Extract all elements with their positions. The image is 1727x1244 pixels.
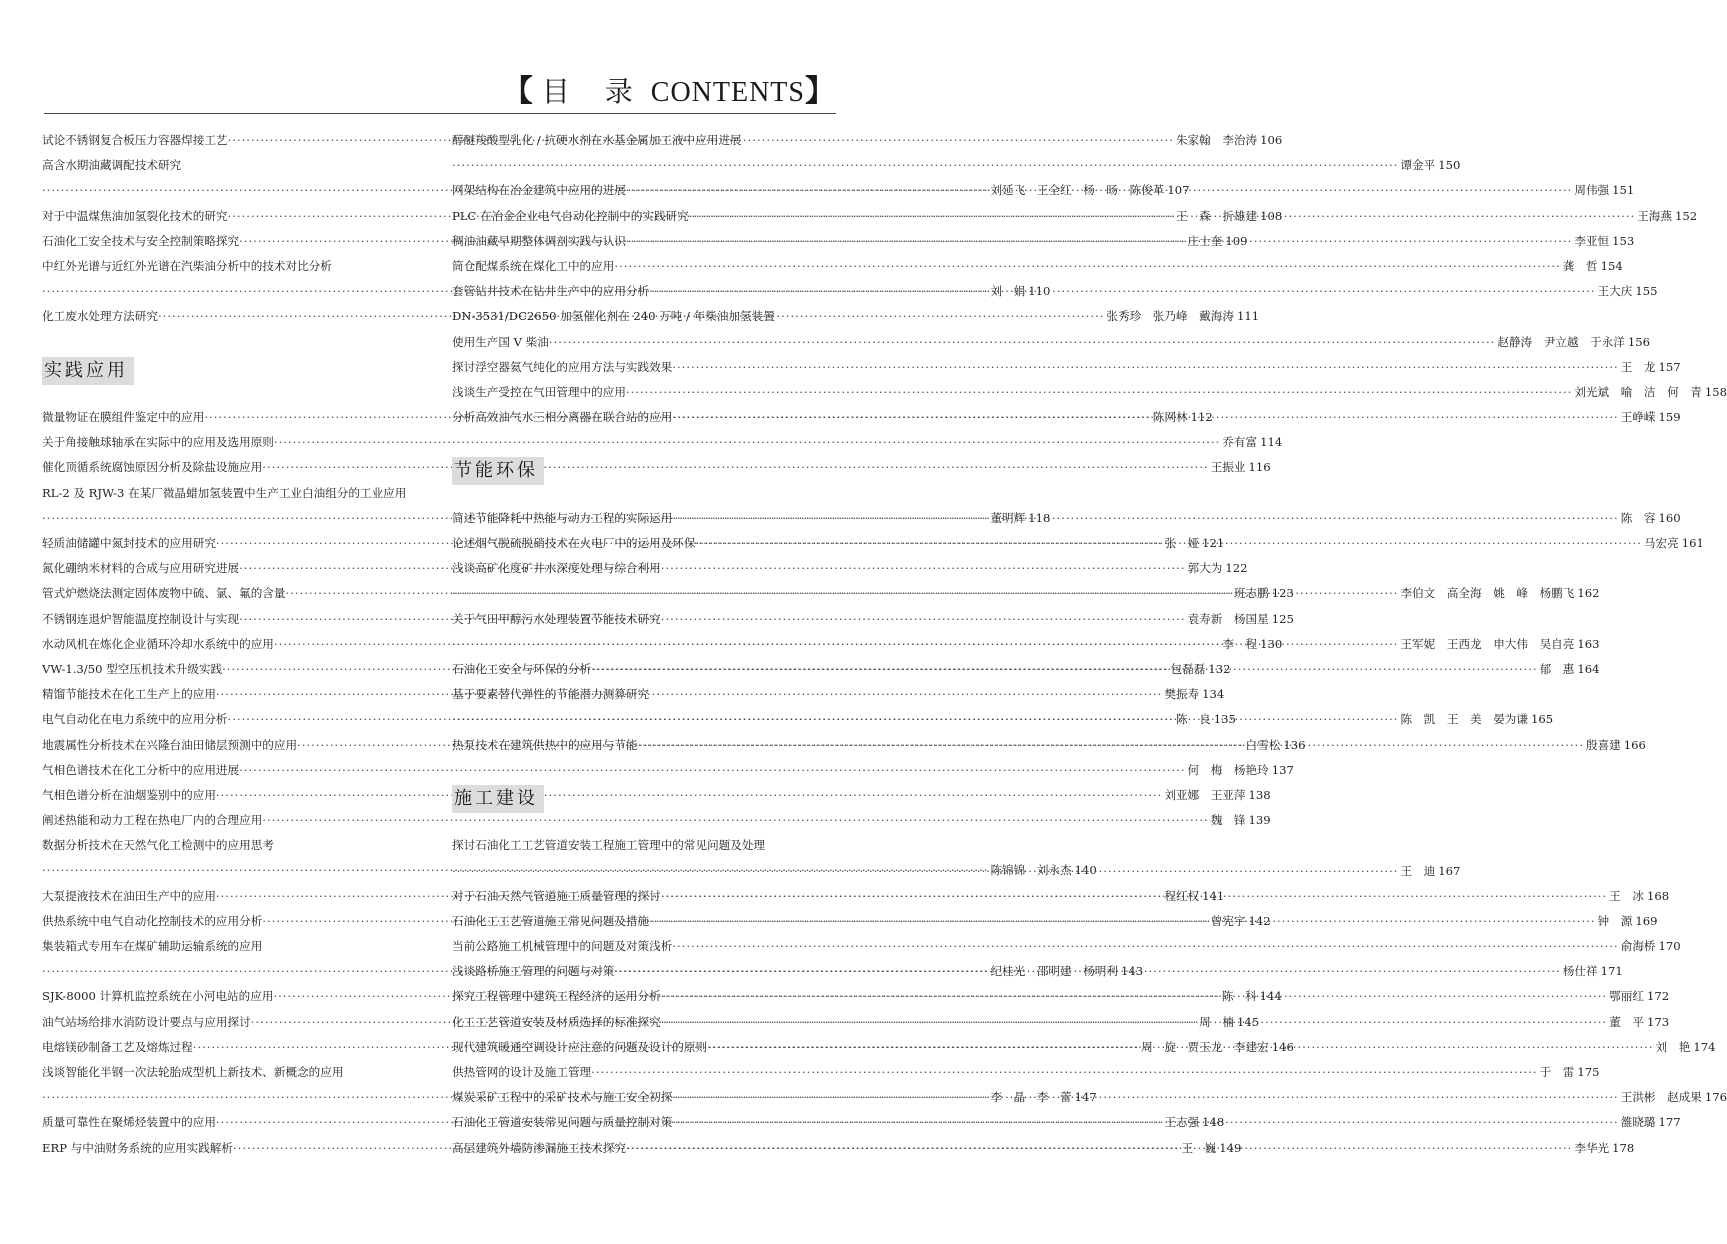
toc-entry[interactable] xyxy=(42,632,1283,657)
entry-title: 高层建筑外墙防渗漏施工技术探究 xyxy=(452,1140,626,1155)
leader-dots xyxy=(452,153,1398,178)
entry-title: 供热管网的设计及施工管理 xyxy=(452,1065,592,1079)
entry-page-number: 112 xyxy=(1190,410,1213,425)
entry-authors: 王洪彬 赵成果 xyxy=(1620,1090,1702,1105)
section-heading-block xyxy=(452,758,838,834)
entry-authors: 白雪松 xyxy=(1245,737,1281,752)
entry-title: 探究工程管理中建筑工程经济的运用分析 xyxy=(452,989,661,1004)
entry-authors: 陈 凯 王 美 晏为谦 xyxy=(1400,712,1528,727)
header-rule xyxy=(44,113,836,114)
entry-title: 对于石油天然气管道施工质量管理的探讨 xyxy=(452,888,661,903)
toc-entry[interactable] xyxy=(42,581,1294,606)
leader-dots xyxy=(661,1010,1607,1035)
entry-page-number: 141 xyxy=(1202,888,1225,903)
entry-authors: 周伟强 xyxy=(1574,183,1610,198)
leader-dots xyxy=(626,380,1572,405)
entry-authors: 李亚恒 xyxy=(1574,233,1610,248)
entry-page-number: 149 xyxy=(1219,1140,1242,1155)
entry-page-number: 165 xyxy=(1530,712,1554,727)
entry-page-number: 166 xyxy=(1623,737,1646,752)
leader-dots xyxy=(626,178,1572,203)
entry-authors: 俞海桥 xyxy=(1620,939,1656,954)
entry-page-number: 158 xyxy=(1704,384,1727,399)
leader-dots xyxy=(649,909,1595,934)
entry-authors: 魏 锋 xyxy=(1210,813,1246,828)
entry-page-number: 146 xyxy=(1271,1039,1294,1054)
entry-title: 试论不锈钢复合板压力容器焊接工艺 xyxy=(42,133,228,147)
entry-authors: 陈 科 xyxy=(1221,989,1257,1004)
toc-entry-title-line[interactable]: 中红外光谱与近红外光谱在汽柴油分析中的技术对比分析 xyxy=(42,258,332,273)
entry-title: 地震属性分析技术在兴隆台油田储层预测中的应用 xyxy=(42,737,298,752)
entry-title: 气相色谱分析在油烟鉴别中的应用 xyxy=(42,787,216,802)
entry-page-number: 159 xyxy=(1658,410,1681,425)
entry-page-number: 145 xyxy=(1236,1014,1260,1029)
leader-dots xyxy=(661,984,1607,1009)
entry-page-number: 148 xyxy=(1202,1115,1225,1130)
entry-page-number: 111 xyxy=(1236,309,1260,324)
toc-entry[interactable] xyxy=(42,707,1236,732)
entry-title: 化工工艺管道安装及材质选择的标准探究 xyxy=(452,1014,661,1029)
entry-title: 阐述热能和动力工程在热电厂内的合理应用 xyxy=(42,813,263,828)
entry-page-number: 132 xyxy=(1208,661,1231,676)
leader-dots xyxy=(614,254,1560,279)
entry-title: SJK-8000 计算机监控系统在小河电站的应用 xyxy=(42,989,274,1004)
entry-title: 催化顶循系统腐蚀原因分析及除盐设施应用 xyxy=(42,460,263,475)
entry-authors: 刘 娟 xyxy=(990,284,1026,299)
entry-authors: 周 旋 贾玉龙 李建宏 xyxy=(1141,1039,1269,1054)
entry-title: 对于中温煤焦油加氢裂化技术的研究 xyxy=(42,208,228,223)
contents-heading xyxy=(503,66,836,110)
entry-page-number: 118 xyxy=(1028,510,1051,525)
entry-title: 简述节能降耗中热能与动力工程的实际运用 xyxy=(452,510,673,525)
leader-dots xyxy=(452,581,1398,606)
entry-page-number: 160 xyxy=(1658,510,1681,525)
entry-authors: 周 楠 xyxy=(1199,1014,1234,1029)
toc-entry[interactable] xyxy=(452,355,1681,380)
section-heading: 节能环保 xyxy=(452,457,544,485)
leader-dots xyxy=(649,279,1595,304)
entry-title: 油气站场给排水消防设计要点与应用探讨 xyxy=(42,1014,251,1029)
bracket-right: 】 xyxy=(805,75,836,108)
entry-title: 当前公路施工机械管理中的问题及对策浅析 xyxy=(452,939,673,954)
leader-dots xyxy=(689,204,1635,229)
entry-page-number: 106 xyxy=(1260,133,1283,147)
entry-authors: 刘光斌 喻 洁 何 青 xyxy=(1574,384,1702,399)
entry-page-number: 143 xyxy=(1120,964,1144,979)
leader-dots xyxy=(672,355,1618,380)
leader-dots xyxy=(672,405,1618,430)
entry-title: 氮化硼纳米材料的合成与应用研究进展 xyxy=(42,561,240,576)
toc-entry-title-line[interactable]: RL-2 及 RJW-3 在某厂微晶蜡加氢装置中生产工业白油组分的工业应用 xyxy=(42,485,407,500)
entry-authors: 陈锦锦 刘永杰 xyxy=(990,863,1072,878)
entry-title: PLC 在冶金企业电气自动化控制中的实践研究 xyxy=(452,208,689,223)
toc-entry[interactable] xyxy=(452,330,1651,355)
entry-page-number: 174 xyxy=(1693,1039,1716,1054)
entry-title: 关于角接触球轴承在实际中的应用及选用原则 xyxy=(42,435,274,450)
entry-page-number: 130 xyxy=(1260,636,1283,651)
entry-page-number: 137 xyxy=(1271,762,1294,777)
bracket-left: 【 xyxy=(502,75,534,108)
entry-authors: 袁寿新 杨国星 xyxy=(1187,611,1269,626)
entry-authors: 李 晶 李 蕾 xyxy=(990,1090,1072,1105)
entry-title: 煤炭采矿工程中的采矿技术与施工安全初探 xyxy=(452,1090,673,1105)
entry-authors: 殷喜建 xyxy=(1585,737,1621,752)
entry-authors: 李 程 xyxy=(1222,636,1258,651)
section-heading: 施工建设 xyxy=(452,785,544,813)
toc-entry[interactable] xyxy=(452,254,1623,279)
toc-entry-title-line[interactable]: 浅谈智能化半钢一次法轮胎成型机上新技术、新概念的应用 xyxy=(42,1064,344,1079)
entry-title: 石油化工管道安装常见问题与质量控制对策 xyxy=(452,1115,673,1130)
section-heading: 实践应用 xyxy=(42,357,134,385)
leader-dots xyxy=(626,229,1572,254)
entry-title: 电气自动化在电力系统中的应用分析 xyxy=(42,712,228,727)
toc-entry[interactable] xyxy=(42,430,1283,455)
toc-entry-title-line[interactable]: 高含水期油藏调配技术研究 xyxy=(42,158,182,173)
entry-page-number: 123 xyxy=(1271,586,1294,601)
entry-authors: 马宏亮 xyxy=(1643,536,1679,551)
entry-authors: 陈网林 xyxy=(1152,410,1188,425)
entry-page-number: 177 xyxy=(1658,1115,1681,1130)
entry-page-number: 125 xyxy=(1271,611,1294,626)
entry-title: 石油化工安全技术与安全控制策略探究 xyxy=(42,233,240,248)
entry-authors: 刘 艳 xyxy=(1655,1039,1691,1054)
leader-dots xyxy=(452,707,1398,732)
entry-page-number: 150 xyxy=(1438,158,1461,173)
entry-page-number: 107 xyxy=(1167,183,1190,198)
entry-authors: 庄士奎 xyxy=(1187,233,1223,248)
entry-authors: 张秀珍 张乃峰 戴海涛 xyxy=(1106,309,1234,324)
toc-entry-title-line[interactable]: 数据分析技术在天然气化工检测中的应用思考 xyxy=(42,838,274,853)
entry-title: 浅谈路桥施工管理的问题与对策 xyxy=(452,964,615,979)
entry-authors: 樊振寿 xyxy=(1164,687,1200,702)
toc-entry[interactable] xyxy=(42,808,1271,833)
entry-authors: 张 娅 xyxy=(1164,536,1200,551)
entry-page-number: 134 xyxy=(1202,687,1225,702)
toc-entry[interactable] xyxy=(42,858,1097,883)
entry-title: 现代建筑暖通空调设计应注意的问题及设计的原则 xyxy=(452,1039,708,1054)
entry-title: 浅谈生产受控在气田管理中的应用 xyxy=(452,384,626,399)
entry-authors: 王振业 xyxy=(1210,460,1246,475)
leader-dots xyxy=(638,733,1584,758)
leader-dots xyxy=(672,1110,1618,1135)
entry-authors: 李华光 xyxy=(1574,1140,1610,1155)
entry-authors: 赵静涛 尹立越 于永洋 xyxy=(1497,334,1625,349)
entry-page-number: 122 xyxy=(1225,561,1248,576)
leader-dots xyxy=(591,657,1537,682)
leader-dots xyxy=(452,859,1398,884)
entry-authors: 乔有富 xyxy=(1222,435,1258,450)
entry-authors: 董 平 xyxy=(1609,1014,1644,1029)
entry-title: 气相色谱技术在化工分析中的应用进展 xyxy=(42,762,240,777)
entry-page-number: 176 xyxy=(1704,1090,1727,1105)
entry-authors: 陈 容 xyxy=(1620,510,1656,525)
entry-authors: 王海燕 xyxy=(1637,208,1672,223)
toc-entry[interactable] xyxy=(452,153,1461,178)
entry-title: 论述烟气脱硫脱硝技术在火电厂中的运用及环保 xyxy=(452,536,696,551)
entry-title: 稠油油藏早期整体调剖实践与认识 xyxy=(452,233,626,248)
entry-authors: 王峥嵘 xyxy=(1620,410,1656,425)
toc-entry[interactable] xyxy=(452,1060,1600,1085)
entry-title: 轻质油储罐中氮封技术的应用研究 xyxy=(42,536,216,551)
entry-page-number: 164 xyxy=(1577,661,1600,676)
leader-dots xyxy=(695,531,1641,556)
entry-authors: 王 冰 xyxy=(1609,888,1644,903)
entry-page-number: 136 xyxy=(1283,737,1306,752)
heading-chinese: 目 录 xyxy=(541,77,647,108)
toc-entry[interactable] xyxy=(42,758,1294,783)
entry-authors: 纪桂光 邵明建 杨明利 xyxy=(990,964,1118,979)
entry-page-number: 121 xyxy=(1202,536,1225,551)
entry-title: 网架结构在冶金建筑中应用的进展 xyxy=(452,183,626,198)
entry-page-number: 144 xyxy=(1259,989,1282,1004)
entry-authors: 于 雷 xyxy=(1539,1065,1575,1079)
entry-page-number: 114 xyxy=(1260,435,1283,450)
entry-authors: 曾宪宇 xyxy=(1210,913,1246,928)
entry-page-number: 167 xyxy=(1438,863,1461,878)
leader-dots xyxy=(452,632,1398,657)
entry-authors: 李伯文 高全海 姚 峰 杨鹏飞 xyxy=(1400,586,1575,601)
entry-authors: 王 巍 xyxy=(1181,1140,1217,1155)
leader-dots xyxy=(614,959,1560,984)
leader-dots xyxy=(672,506,1618,531)
toc-entry-title-line[interactable]: 浅谈高矿化度矿井水深度处理与综合利用 xyxy=(452,561,661,576)
section-heading-block xyxy=(42,330,430,406)
leader-dots xyxy=(549,330,1495,355)
entry-page-number: 110 xyxy=(1028,284,1051,299)
entry-title: 管式炉燃烧法测定固体废物中硫、氯、氟的含量 xyxy=(42,586,286,601)
entry-page-number: 161 xyxy=(1681,536,1704,551)
entry-page-number: 173 xyxy=(1646,1014,1670,1029)
entry-page-number: 109 xyxy=(1225,233,1248,248)
entry-authors: 鄂丽红 xyxy=(1609,989,1644,1004)
toc-entry[interactable] xyxy=(452,380,1727,405)
leader-dots xyxy=(591,1060,1537,1085)
toc-entry-title-line[interactable]: 探讨石油化工工艺管道安装工程施工管理中的常见问题及处理 xyxy=(452,838,766,853)
entry-page-number: 152 xyxy=(1674,208,1698,223)
entry-page-number: 163 xyxy=(1577,636,1600,651)
entry-title: 大泵提液技术在油田生产中的应用 xyxy=(42,888,216,903)
leader-dots xyxy=(707,1035,1653,1060)
entry-page-number: 172 xyxy=(1646,989,1670,1004)
entry-page-number: 108 xyxy=(1260,208,1283,223)
toc-entry[interactable] xyxy=(452,934,1681,959)
entry-page-number: 135 xyxy=(1213,712,1236,727)
entry-authors: 谭金平 xyxy=(1400,158,1436,173)
entry-authors: 杨仕祥 xyxy=(1562,964,1598,979)
toc-entry-title-line[interactable]: 醇醚羧酸型乳化 / 抗硬水剂在水基金属加工液中应用进展 xyxy=(452,133,742,147)
entry-page-number: 178 xyxy=(1612,1140,1635,1155)
entry-page-number: 138 xyxy=(1248,787,1271,802)
entry-authors: 陈 良 xyxy=(1175,712,1211,727)
leader-dots xyxy=(626,1136,1572,1161)
entry-title: 微量物证在膜组件鉴定中的应用 xyxy=(42,410,205,425)
entry-title: 不锈钢连退炉智能温度控制设计与实现 xyxy=(42,611,240,626)
entry-authors: 刘延飞 王全红 杨 旸 陈俊革 xyxy=(990,183,1165,198)
entry-page-number: 116 xyxy=(1248,460,1271,475)
entry-page-number: 175 xyxy=(1577,1065,1600,1079)
entry-title: 套管钻井技术在钻井生产中的应用分析 xyxy=(452,284,650,299)
entry-authors: 董明辉 xyxy=(990,510,1026,525)
entry-page-number: 151 xyxy=(1612,183,1635,198)
entry-title: 水动风机在炼化企业循环冷却水系统中的应用 xyxy=(42,636,274,651)
entry-authors: 钟 源 xyxy=(1597,913,1633,928)
entry-title: 石油化工工艺管道施工常见问题及措施 xyxy=(452,913,650,928)
entry-page-number: 168 xyxy=(1646,888,1670,903)
entry-authors: 郭大为 xyxy=(1187,561,1223,576)
entry-authors: 朱家翰 李治涛 xyxy=(1175,133,1258,147)
leader-dots xyxy=(672,1085,1618,1110)
entry-title: 电熔镁砂制备工艺及熔炼过程 xyxy=(42,1039,193,1054)
entry-page-number: 157 xyxy=(1658,359,1681,374)
leader-dots xyxy=(661,884,1607,909)
entry-page-number: 147 xyxy=(1074,1090,1097,1105)
entry-authors: 刘亚娜 王亚萍 xyxy=(1164,787,1246,802)
entry-authors: 雒晓璐 xyxy=(1620,1115,1656,1130)
entry-page-number: 170 xyxy=(1658,939,1681,954)
entry-authors: 王 迪 xyxy=(1400,863,1436,878)
entry-title: 探讨浮空器氦气纯化的应用方法与实践效果 xyxy=(452,359,673,374)
leader-dots xyxy=(672,934,1618,959)
entry-title: 化工废水处理方法研究 xyxy=(42,309,158,324)
entry-title: VW-1.3/50 型空压机技术升级实践 xyxy=(42,661,223,676)
entry-page-number: 142 xyxy=(1248,913,1271,928)
entry-title: 精馏节能技术在化工生产上的应用 xyxy=(42,687,216,702)
entry-authors: 何 梅 杨艳玲 xyxy=(1187,762,1269,777)
toc-entry-title-line[interactable]: 基于要素替代弹性的节能潜力测算研究 xyxy=(452,687,650,702)
toc-entry-title-line[interactable]: 关于气田甲醇污水处理装置节能技术研究 xyxy=(452,611,661,626)
entry-title: 分析高效油气水三相分离器在联合站的应用 xyxy=(452,410,673,425)
toc-entry-title-line[interactable]: 集装箱式专用车在煤矿辅助运输系统的应用 xyxy=(42,939,263,954)
entry-page-number: 140 xyxy=(1074,863,1097,878)
heading-english: CONTENTS xyxy=(650,77,805,108)
entry-authors: 程红权 xyxy=(1164,888,1200,903)
entry-authors: 王 森 折雄建 xyxy=(1175,208,1258,223)
entry-page-number: 169 xyxy=(1635,913,1658,928)
entry-authors: 班志鹏 xyxy=(1233,586,1269,601)
entry-page-number: 156 xyxy=(1627,334,1651,349)
page-header xyxy=(0,0,880,120)
entry-title: 石油化工安全与环保的分析 xyxy=(452,661,592,676)
entry-authors: 龚 哲 xyxy=(1562,258,1598,273)
entry-title: 使用生产国 V 柴油 xyxy=(452,334,549,349)
section-heading-block xyxy=(452,430,838,506)
entry-title: 筒仓配煤系统在煤化工中的应用 xyxy=(452,258,615,273)
entry-authors: 王军妮 王西龙 申大伟 吴自亮 xyxy=(1400,636,1575,651)
entry-authors: 王 龙 xyxy=(1620,359,1656,374)
entry-authors: 郁 惠 xyxy=(1539,661,1575,676)
entry-title: ERP 与中油财务系统的应用实践解析 xyxy=(42,1140,233,1155)
entry-page-number: 162 xyxy=(1577,586,1600,601)
entry-authors: 王志强 xyxy=(1164,1115,1200,1130)
entry-page-number: 171 xyxy=(1600,964,1623,979)
entry-title: 热泵技术在建筑供热中的应用与节能 xyxy=(452,737,638,752)
entry-title: 质量可靠性在聚烯烃装置中的应用 xyxy=(42,1115,216,1130)
entry-page-number: 154 xyxy=(1600,258,1623,273)
entry-title: 供热系统中电气自动化控制技术的应用分析 xyxy=(42,913,263,928)
entry-page-number: 153 xyxy=(1612,233,1635,248)
entry-authors: 包磊磊 xyxy=(1170,661,1206,676)
entry-page-number: 155 xyxy=(1635,284,1658,299)
toc-entry-title-line[interactable]: DN-3531/DC2650 加氢催化剂在 240 万吨 / 年柴油加氢装置 xyxy=(452,309,775,324)
entry-page-number: 139 xyxy=(1248,813,1271,828)
entry-authors: 王大庆 xyxy=(1597,284,1633,299)
